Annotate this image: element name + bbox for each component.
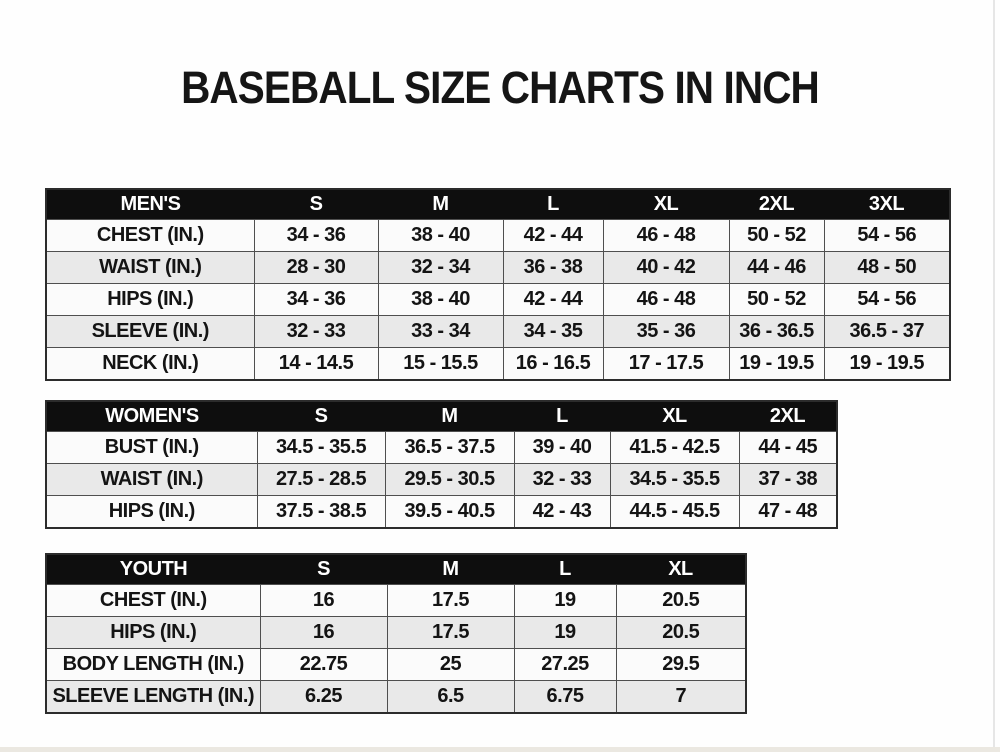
size-column-header: S [260,554,387,585]
row-label-cell: SLEEVE (IN.) [46,316,254,348]
row-label-cell: NECK (IN.) [46,348,254,381]
size-value-cell: 40 - 42 [603,252,729,284]
row-label-cell: CHEST (IN.) [46,220,254,252]
size-value-cell: 34 - 36 [254,284,378,316]
size-value-cell: 50 - 52 [729,220,824,252]
size-value-cell: 39 - 40 [514,432,610,464]
size-column-header: M [385,401,514,432]
scan-edge-bottom [0,747,1000,752]
size-value-cell: 7 [616,681,746,714]
row-label-cell: SLEEVE LENGTH (IN.) [46,681,260,714]
size-value-cell: 37 - 38 [739,464,837,496]
header-row [46,554,746,585]
size-value-cell: 39.5 - 40.5 [385,496,514,529]
size-value-cell: 42 - 43 [514,496,610,529]
size-value-cell: 27.25 [514,649,616,681]
size-value-cell: 32 - 33 [254,316,378,348]
size-value-cell: 34.5 - 35.5 [610,464,739,496]
size-value-cell: 29.5 - 30.5 [385,464,514,496]
size-value-cell: 54 - 56 [824,284,950,316]
size-value-cell: 6.25 [260,681,387,714]
size-value-cell: 6.5 [387,681,514,714]
size-value-cell: 29.5 [616,649,746,681]
size-value-cell: 38 - 40 [378,284,503,316]
size-value-cell: 36 - 38 [503,252,603,284]
size-column-header: 2XL [739,401,837,432]
table-row [46,649,746,681]
size-column-header: L [514,401,610,432]
table-row [46,348,950,381]
table-row [46,284,950,316]
size-column-header: XL [610,401,739,432]
size-value-cell: 16 [260,585,387,617]
table-row [46,681,746,714]
size-column-header: S [257,401,385,432]
size-value-cell: 32 - 34 [378,252,503,284]
size-value-cell: 16 - 16.5 [503,348,603,381]
size-column-header: XL [616,554,746,585]
size-value-cell: 22.75 [260,649,387,681]
size-value-cell: 16 [260,617,387,649]
size-value-cell: 44 - 45 [739,432,837,464]
size-value-cell: 34 - 36 [254,220,378,252]
scan-edge-right [993,0,995,752]
size-value-cell: 41.5 - 42.5 [610,432,739,464]
table-row [46,432,837,464]
size-column-header: M [378,189,503,220]
size-value-cell: 6.75 [514,681,616,714]
size-value-cell: 19 [514,585,616,617]
row-label-cell: BODY LENGTH (IN.) [46,649,260,681]
size-value-cell: 17.5 [387,585,514,617]
size-value-cell: 19 - 19.5 [824,348,950,381]
size-value-cell: 54 - 56 [824,220,950,252]
size-value-cell: 34 - 35 [503,316,603,348]
table-title-cell: WOMEN'S [46,401,257,432]
size-column-header: L [503,189,603,220]
size-value-cell: 48 - 50 [824,252,950,284]
table-row [46,220,950,252]
table-title-cell: YOUTH [46,554,260,585]
size-column-header: 3XL [824,189,950,220]
size-value-cell: 33 - 34 [378,316,503,348]
size-value-cell: 19 [514,617,616,649]
row-label-cell: BUST (IN.) [46,432,257,464]
size-value-cell: 47 - 48 [739,496,837,529]
size-value-cell: 20.5 [616,585,746,617]
row-label-cell: HIPS (IN.) [46,284,254,316]
row-label-cell: WAIST (IN.) [46,464,257,496]
size-column-header: S [254,189,378,220]
size-value-cell: 17.5 [387,617,514,649]
size-value-cell: 46 - 48 [603,220,729,252]
table-row [46,617,746,649]
youth-size-table [45,553,747,714]
size-value-cell: 38 - 40 [378,220,503,252]
header-row [46,189,950,220]
size-value-cell: 20.5 [616,617,746,649]
size-column-header: M [387,554,514,585]
size-value-cell: 46 - 48 [603,284,729,316]
row-label-cell: WAIST (IN.) [46,252,254,284]
size-value-cell: 42 - 44 [503,220,603,252]
table-row [46,464,837,496]
size-column-header: XL [603,189,729,220]
table-row [46,252,950,284]
size-value-cell: 36.5 - 37.5 [385,432,514,464]
size-value-cell: 25 [387,649,514,681]
size-value-cell: 35 - 36 [603,316,729,348]
size-value-cell: 50 - 52 [729,284,824,316]
table-row [46,585,746,617]
size-value-cell: 36.5 - 37 [824,316,950,348]
size-value-cell: 34.5 - 35.5 [257,432,385,464]
size-value-cell: 44 - 46 [729,252,824,284]
size-value-cell: 36 - 36.5 [729,316,824,348]
table-title-cell: MEN'S [46,189,254,220]
womens-size-table [45,400,838,529]
size-value-cell: 19 - 19.5 [729,348,824,381]
size-value-cell: 32 - 33 [514,464,610,496]
row-label-cell: CHEST (IN.) [46,585,260,617]
size-value-cell: 17 - 17.5 [603,348,729,381]
size-value-cell: 27.5 - 28.5 [257,464,385,496]
size-value-cell: 44.5 - 45.5 [610,496,739,529]
mens-size-table [45,188,951,381]
row-label-cell: HIPS (IN.) [46,496,257,529]
table-row [46,316,950,348]
header-row [46,401,837,432]
size-column-header: L [514,554,616,585]
size-column-header: 2XL [729,189,824,220]
row-label-cell: HIPS (IN.) [46,617,260,649]
size-value-cell: 15 - 15.5 [378,348,503,381]
page-title: BASEBALL SIZE CHARTS IN INCH [181,62,819,113]
size-value-cell: 14 - 14.5 [254,348,378,381]
size-value-cell: 28 - 30 [254,252,378,284]
size-value-cell: 42 - 44 [503,284,603,316]
table-row [46,496,837,529]
size-value-cell: 37.5 - 38.5 [257,496,385,529]
